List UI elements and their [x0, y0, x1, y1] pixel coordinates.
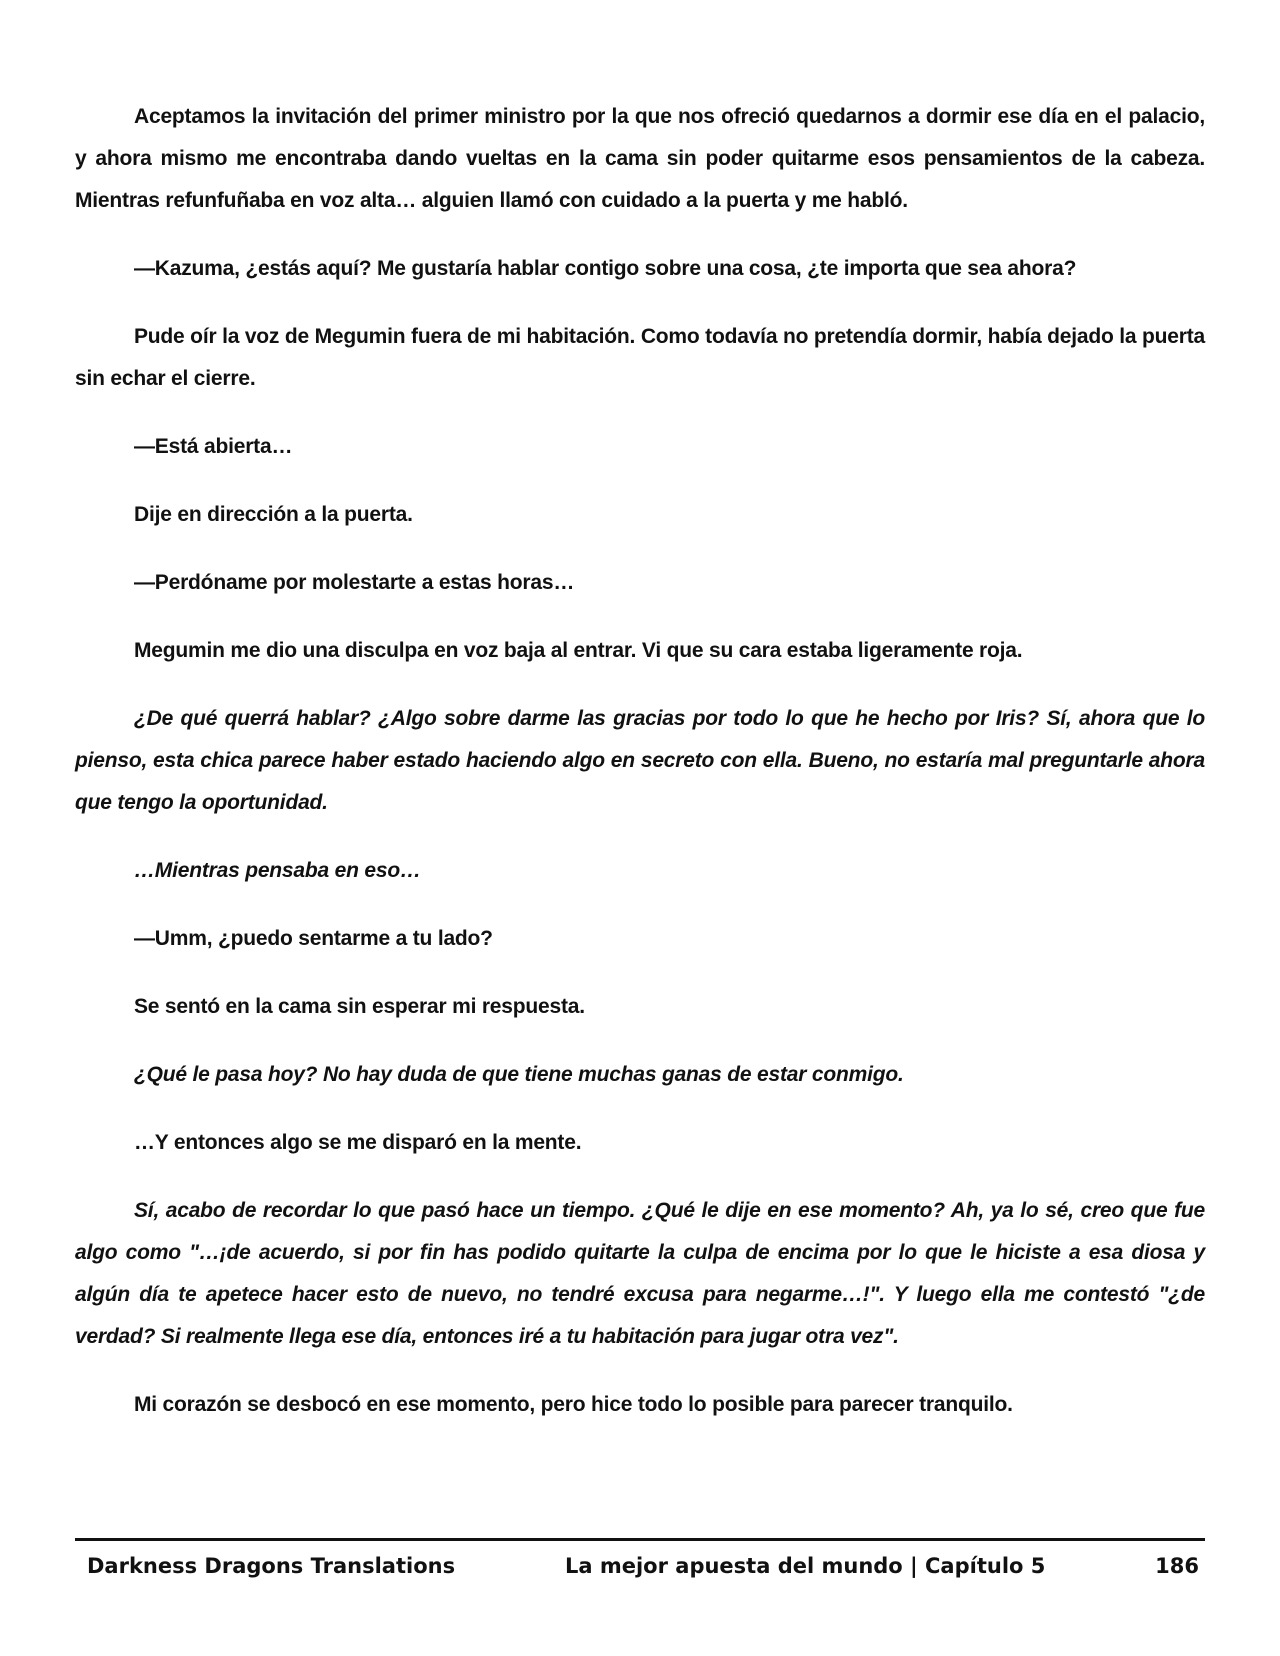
footer-page-number: 186: [1155, 1554, 1199, 1578]
paragraph-3: Pude oír la voz de Megumin fuera de mi habitación. Como todavía no pretendía dormir, había dejado la puerta sin echar el cierre.: [75, 325, 1205, 390]
paragraph-14: Sí, acabo de recordar lo que pasó hace un tiempo. ¿Qué le dije en ese momento? Ah, ya lo sé, creo que fue algo como "…¡de acuerdo, si por fin has podido quitarte la culpa de encima por lo que le hiciste a esa diosa y algún día te apetece hacer esto de nuevo, no tendré excusa para negarme…!". Y luego ella me contestó "¿de verdad? Si realmente llega ese día, entonces iré a tu habitación para jugar otra vez".: [75, 1199, 1205, 1348]
page-body: [75, 96, 1205, 1452]
paragraph-1: Aceptamos la invitación del primer ministro por la que nos ofreció quedarnos a dormir ese día en el palacio, y ahora mismo me encontraba dando vueltas en la cama sin poder quitarme esos pensamientos de la cabeza. Mientras refunfuñaba en voz alta… alguien llamó con cuidado a la puerta y me habló.: [75, 105, 1205, 212]
page-footer: [75, 1548, 1205, 1584]
paragraph-5: Dije en dirección a la puerta.: [134, 503, 413, 526]
footer-divider: [75, 1538, 1205, 1541]
paragraph-10: —Umm, ¿puedo sentarme a tu lado?: [134, 927, 493, 950]
paragraph-13: …Y entonces algo se me disparó en la mente.: [134, 1131, 582, 1154]
paragraph-12: ¿Qué le pasa hoy? No hay duda de que tiene muchas ganas de estar conmigo.: [134, 1063, 904, 1086]
paragraph-7: Megumin me dio una disculpa en voz baja al entrar. Vi que su cara estaba ligeramente roja.: [134, 639, 1023, 662]
paragraph-8: ¿De qué querrá hablar? ¿Algo sobre darme las gracias por todo lo que he hecho por Iris? Sí, ahora que lo pienso, esta chica parece haber estado haciendo algo en secreto con ella. Bueno, no estaría mal preguntarle ahora que tengo la oportunidad.: [75, 707, 1205, 814]
paragraph-2: —Kazuma, ¿estás aquí? Me gustaría hablar contigo sobre una cosa, ¿te importa que sea ahora?: [134, 257, 1077, 280]
paragraph-9: …Mientras pensaba en eso…: [134, 859, 421, 882]
footer-chapter-title: La mejor apuesta del mundo | Capítulo 5: [565, 1554, 1046, 1578]
paragraph-6: —Perdóname por molestarte a estas horas…: [134, 571, 575, 594]
paragraph-4: —Está abierta…: [134, 435, 293, 458]
paragraph-11: Se sentó en la cama sin esperar mi respuesta.: [134, 995, 585, 1018]
paragraph-15: Mi corazón se desbocó en ese momento, pero hice todo lo posible para parecer tranquilo.: [134, 1393, 1013, 1416]
footer-publisher: Darkness Dragons Translations: [87, 1554, 456, 1578]
